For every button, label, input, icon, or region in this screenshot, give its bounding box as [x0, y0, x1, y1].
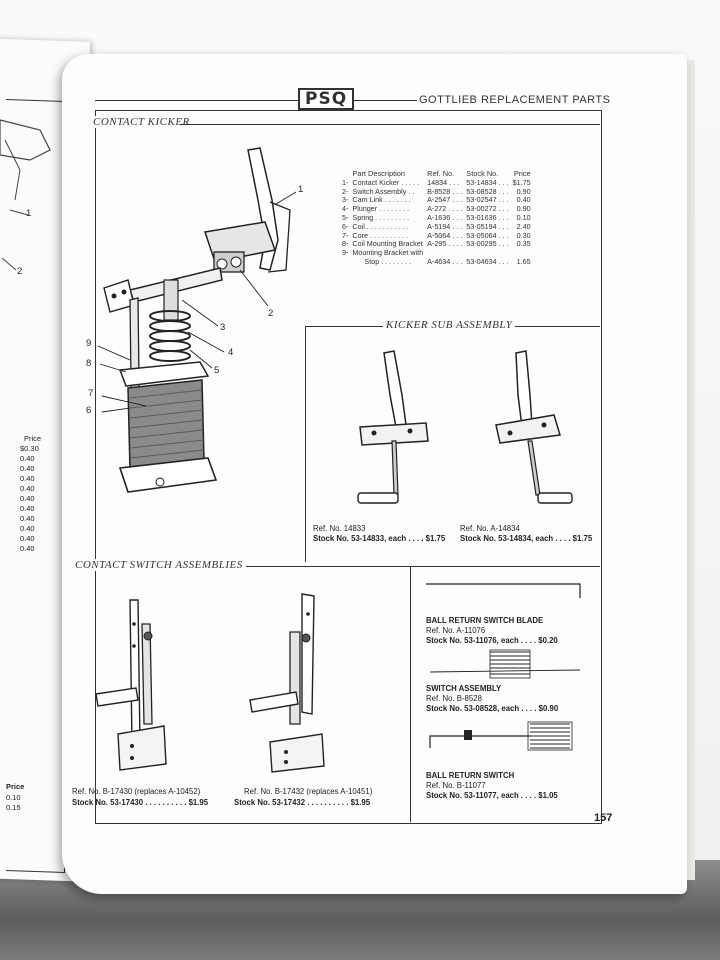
part-price: 2.40 [516, 221, 531, 231]
kicker-sub-2-ref: Ref. No. A-14834 [460, 524, 520, 533]
ref-number: A-5194 . . . [427, 221, 463, 231]
part-description: Contact Kicker . . . . . [352, 177, 420, 187]
callout-3: 3 [220, 322, 226, 333]
part-price: 0.90 [516, 204, 531, 214]
left-price-value: 0.40 [20, 504, 35, 513]
row-number [340, 258, 350, 267]
switch-2-ref: Ref. No. B-17432 (replaces A-10451) [244, 787, 373, 796]
part-price: $1.75 [512, 177, 531, 187]
left-price-list [20, 444, 39, 554]
part-description: Core . . . . . . . . . . [352, 230, 408, 240]
callout-5: 5 [214, 365, 220, 376]
callout-7: 7 [88, 388, 94, 399]
ball-return-blade-title: BALL RETURN SWITCH BLADE [426, 616, 544, 625]
callout-9: 9 [86, 338, 92, 349]
row-number: 4- [342, 204, 349, 214]
switch-assembly-stock: Stock No. 53-08528, each . . . . $0.90 [426, 704, 559, 713]
left-price-value: 0.10 [6, 793, 21, 802]
row-number: 9- [342, 248, 349, 258]
left-price-value: $0.30 [20, 444, 39, 453]
row-number: 5- [342, 212, 349, 222]
left-price-value: 0.40 [20, 474, 35, 483]
ref-number: A-4634 . . . [427, 256, 463, 266]
ref-number: A-1636 . . . [427, 212, 463, 222]
left-price-list-2 [6, 793, 21, 813]
left-price-header-2: Price [6, 782, 25, 791]
kicker-sub-1-ref: Ref. No. 14833 [313, 524, 366, 533]
left-price-value: 0.40 [20, 514, 35, 523]
part-description: Switch Assembly . . [352, 186, 415, 196]
col-header-ref: Ref. No. [427, 169, 455, 178]
col-header-description: Part Description [352, 169, 405, 178]
ball-return-switch-title: BALL RETURN SWITCH [426, 771, 515, 780]
page-header-title: GOTTLIEB REPLACEMENT PARTS [419, 94, 611, 106]
kicker-sub-title: KICKER SUB ASSEMBLY [383, 319, 515, 331]
stock-number: 53-04634 . . . [466, 256, 509, 266]
stock-number: 53-02547 . . . [466, 195, 509, 205]
left-callout-2: 2 [17, 266, 23, 277]
left-price-value: 0.40 [20, 524, 35, 533]
stock-number: 53-01636 . . . [466, 212, 509, 222]
part-price: 1.65 [516, 256, 531, 266]
contact-kicker-rule [180, 124, 600, 125]
right-col-illustration [420, 578, 600, 758]
stock-number: 53-14834 . . . [466, 177, 509, 187]
callout-2: 2 [268, 308, 274, 319]
switch-2-stock: Stock No. 53-17432 . . . . . . . . . . $1.95 [234, 798, 371, 807]
stock-number: 53-00295 . . . [466, 239, 509, 249]
left-price-value: 0.40 [20, 534, 35, 543]
left-price-value: 0.15 [6, 803, 21, 812]
left-price-value: 0.40 [20, 544, 35, 553]
col-header-price: Price [513, 169, 531, 178]
row-number: 6- [342, 221, 349, 231]
ref-number: A-295 . . . . [427, 239, 463, 249]
col-header-stock: Stock No. [466, 169, 499, 178]
part-price: 0.35 [516, 239, 531, 249]
left-price-value: 0.40 [20, 464, 35, 473]
contact-kicker-illustration [90, 140, 320, 510]
kicker-sub-1-stock: Stock No. 53-14833, each . . . . $1.75 [313, 534, 446, 543]
psq-logo: PSQ [298, 88, 354, 110]
part-description: Spring . . . . . . . . . [352, 212, 410, 222]
left-price-value: 0.40 [20, 484, 35, 493]
parts-row [340, 258, 533, 267]
ball-return-switch-stock: Stock No. 53-11077, each . . . . $1.05 [426, 791, 558, 800]
callout-6: 6 [86, 405, 92, 416]
part-description: Plunger . . . . . . . . [352, 204, 410, 214]
part-price: 0.90 [516, 186, 531, 196]
row-number: 8- [342, 239, 349, 249]
switch-assembly-ref: Ref. No. B-8528 [426, 694, 482, 703]
stock-number: 53-08528 . . . [466, 186, 509, 196]
left-price-header: Price [24, 434, 42, 443]
stock-number: 53-05194 . . . [466, 221, 509, 231]
row-number: 1- [342, 177, 349, 187]
stock-number: 53-00272 . . . [466, 204, 509, 214]
kicker-sub-2-stock: Stock No. 53-14834, each . . . . $1.75 [460, 534, 593, 543]
section-divider [410, 566, 411, 822]
callout-4: 4 [228, 347, 234, 358]
contact-switch-title: CONTACT SWITCH ASSEMBLIES [72, 559, 246, 571]
left-price-value: 0.40 [20, 454, 35, 463]
callout-8: 8 [86, 358, 92, 369]
callout-1: 1 [298, 184, 304, 195]
part-price: 0.10 [516, 212, 531, 222]
kicker-sub-illustration [310, 345, 600, 515]
left-price-value: 0.40 [20, 494, 35, 503]
kicker-sub-left-rule [305, 326, 306, 562]
row-number: 2- [342, 186, 349, 196]
ref-number: A-272 . . . . [427, 204, 463, 214]
ball-return-blade-ref: Ref. No. A-11076 [426, 626, 486, 635]
part-price: 0.30 [516, 230, 531, 240]
ref-number: A-2547 . . . [427, 195, 463, 205]
ref-number: B-8528 . . . [427, 186, 463, 196]
switch-1-stock: Stock No. 53-17430 . . . . . . . . . . $1.95 [72, 798, 209, 807]
contact-kicker-title: CONTACT KICKER [90, 116, 193, 128]
switch-assembly-title: SWITCH ASSEMBLY [426, 684, 502, 693]
page-number: 157 [594, 812, 613, 824]
row-number: 3- [342, 195, 349, 205]
stock-number: 53-05064 . . . [466, 230, 509, 240]
ref-number: A-5064 . . . [427, 230, 463, 240]
part-description: Coil . . . . . . . . . . . [352, 221, 409, 231]
ref-number: 14834 . . . [427, 177, 460, 187]
switch-1-ref: Ref. No. B-17430 (replaces A-10452) [72, 787, 201, 796]
contact-switch-illustration [90, 594, 390, 774]
ball-return-switch-ref: Ref. No. B-11077 [426, 781, 486, 790]
row-number: 7- [342, 230, 349, 240]
part-description: Cam Link . . . . . . . [352, 195, 411, 205]
part-description: Coil Mounting Bracket [352, 239, 423, 249]
part-description: Stop . . . . . . . . [364, 256, 412, 266]
ball-return-blade-stock: Stock No. 53-11076, each . . . . $0.20 [426, 636, 558, 645]
left-callout-1: 1 [26, 208, 32, 219]
parts-table [340, 170, 533, 267]
part-price: 0.40 [516, 195, 531, 205]
part-description: Mounting Bracket with [352, 248, 424, 258]
